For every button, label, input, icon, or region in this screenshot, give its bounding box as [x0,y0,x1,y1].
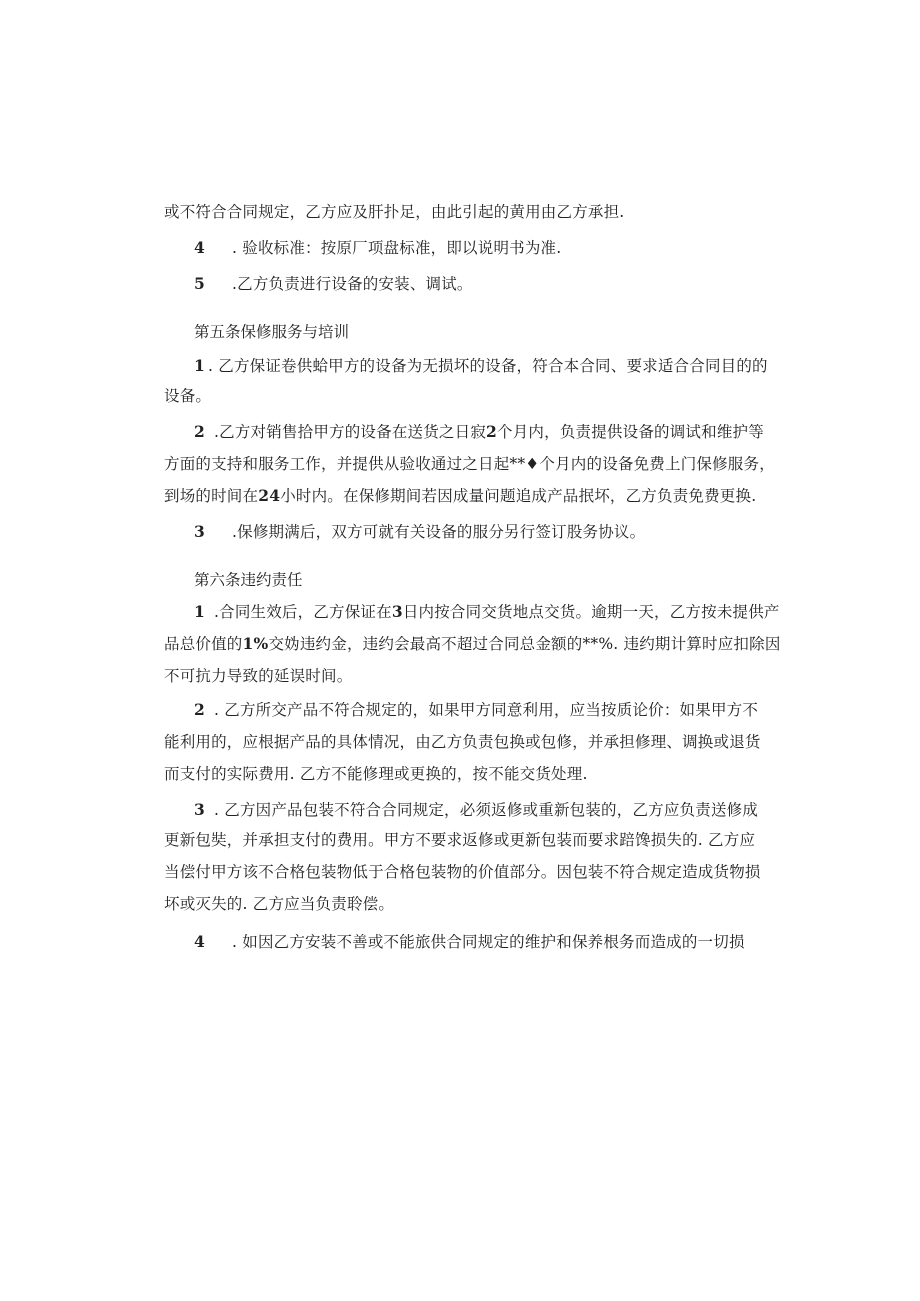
line-text: 到场的时间在 [164,487,259,505]
line-text: .乙方对销售拾甲方的设备在送货之日寂 [214,423,487,441]
line-text: . 验收标准：按原厂项盘标准，即以说明书为准. [232,239,562,257]
clause-number: 1 [194,356,205,375]
line-text: .乙方负责进行设备的安装、调试。 [232,275,473,293]
bold-number: 1% [242,634,269,653]
line-text: 交妫违约金，违约会最高不超过合同总金额的**%. 违约期计算时应扣除因 [268,635,781,653]
article-6-clause-2 [194,700,794,720]
line-text: 设备。 [164,387,212,405]
clause-number: 4 [194,238,205,257]
line-text: 更新包奘，并承担支付的费用。甲方不要求返修或更新包装而要求踣馋损失的. 乙方应 [164,831,756,849]
line-text: 而支付的实际费用. 乙方不能修理或更换的，按不能交货处理. [164,765,588,783]
clause-number: 3 [194,800,205,819]
paragraph-line [164,894,764,914]
paragraph-line [164,862,764,882]
paragraph-line [164,634,781,654]
clause-number: 1 [194,602,205,621]
line-text: 能利用的，应根据产品的具体情况，由乙方负责包换或包修，并承担修理、调换或退货 [164,733,761,751]
paragraph-line [164,666,764,686]
paragraph-line [164,202,764,222]
clause-number: 2 [194,700,205,719]
line-text: 个月内，负责提供设备的调试和维护等 [497,423,764,441]
paragraph-line [164,454,775,474]
paragraph-line [164,764,764,784]
clause-number: 3 [194,522,205,541]
article-6-heading: 第六条违约责任 [194,571,303,589]
line-text: . 乙方因产品包装不符合合同规定，必须返修或重新包装的，乙方应负责送修成 [214,801,759,819]
line-text: 当偿付甲方该不合格包装物低于合格包装物的价值部分。因包装不符合规定造成货物损 [164,863,761,881]
article-5-clause-1 [194,356,794,376]
article-6-clause-4 [194,932,794,952]
clause-number: 4 [194,932,205,951]
line-text: 或不符合合同规定，乙方应及肝扑足，由此引起的黄用由乙方承担. [164,203,625,221]
line-text: . 如因乙方安装不善或不能旅供合同规定的维护和保养根务而造成的一切损 [232,933,745,951]
paragraph-line [164,386,764,406]
line-text: . 乙方所交产品不符合规定的，如果甲方同意利用，应当按质论价：如果甲方不 [214,701,759,719]
line-text: 品总价值的 [164,635,243,653]
article-6-clause-1 [194,602,794,622]
article-5-clause-3 [194,522,794,542]
line-text: 坏或灭失的. 乙方应当负责聆偿。 [164,895,395,913]
clause-5-installation [194,274,794,294]
bold-number: 2 [486,422,498,441]
bold-number: 24 [258,486,281,505]
article-5-clause-2 [194,422,794,442]
clause-4-acceptance [194,238,794,258]
bold-number: 3 [391,602,403,621]
clause-number: 5 [194,274,205,293]
line-text: 日内按合同交货地点交货。逾期一天，乙方按未提供产 [402,603,780,621]
article-5-heading: 第五条保修服务与培训 [194,323,350,341]
line-text: .保修期满后，双方可就有关设备的服分另行签订股务协议。 [232,523,646,541]
line-text: 不可抗力导致的延误时间。 [164,667,353,685]
clause-number: 2 [194,422,205,441]
paragraph-line [164,830,764,850]
paragraph-line [164,732,764,752]
line-text: 小时内。在保修期间若因成量问题追成产品抿坏，乙方负责免费更换. [280,487,757,505]
article-6-clause-3 [194,800,794,820]
line-text: . 乙方保证卷供蛤甲方的设备为无损坏的设备，符合本合同、要求适合合同目的的 [208,357,768,375]
line-text: 方面的支持和服务工作，并提供从验收通过之日起**♦个月内的设备免费上门保修服务， [164,455,775,473]
line-text: .合同生效后，乙方保证在 [214,603,392,621]
paragraph-line [164,486,764,506]
